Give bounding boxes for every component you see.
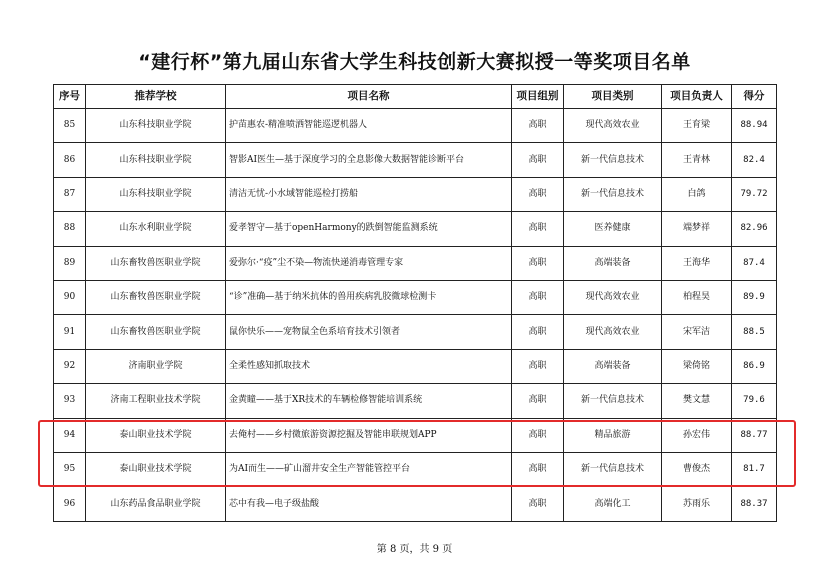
cell-score: 88.37 [732, 487, 777, 522]
column-header-score: 得分 [732, 85, 777, 109]
cell-group: 高职 [512, 349, 564, 383]
cell-no: 89 [54, 246, 86, 280]
cell-leader: 柏程昊 [662, 281, 732, 315]
cell-score: 79.6 [732, 384, 777, 418]
cell-project: 鼠你快乐——宠物鼠全色系培育技术引领者 [226, 315, 512, 349]
cell-school: 泰山职业技术学院 [86, 418, 226, 452]
page-footer: 第 8 页，共 9 页 [376, 544, 453, 555]
cell-school: 山东畜牧兽医职业学院 [86, 281, 226, 315]
cell-project: 护苗惠农-精准喷洒智能巡逻机器人 [226, 109, 512, 143]
cell-project: 去俺村——乡村微旅游资源挖掘及智能串联规划APP [226, 418, 512, 452]
cell-no: 96 [54, 487, 86, 522]
cell-project: 金黄瞳——基于XR技术的车辆检修智能培训系统 [226, 384, 512, 418]
cell-no: 91 [54, 315, 86, 349]
cell-school: 济南职业学院 [86, 349, 226, 383]
table-header-row [54, 85, 777, 109]
column-header-school: 推荐学校 [86, 85, 226, 109]
cell-group: 高职 [512, 453, 564, 487]
cell-school: 山东药品食品职业学院 [86, 487, 226, 522]
cell-category: 高端化工 [564, 487, 662, 522]
table-row [54, 418, 777, 452]
cell-category: 高端装备 [564, 246, 662, 280]
cell-group: 高职 [512, 246, 564, 280]
cell-project: 爱孝智守—基于openHarmony的跌倒智能监测系统 [226, 212, 512, 246]
cell-school: 山东科技职业学院 [86, 109, 226, 143]
cell-no: 95 [54, 453, 86, 487]
cell-score: 87.4 [732, 246, 777, 280]
cell-category: 现代高效农业 [564, 109, 662, 143]
cell-leader: 王海华 [662, 246, 732, 280]
table-row [54, 212, 777, 246]
cell-school: 山东科技职业学院 [86, 177, 226, 211]
cell-no: 88 [54, 212, 86, 246]
cell-project: “诊”准确—基于纳米抗体的兽用疾病乳胶微球检测卡 [226, 281, 512, 315]
table-row [54, 349, 777, 383]
cell-school: 山东畜牧兽医职业学院 [86, 315, 226, 349]
cell-project: 智影AI医生—基于深度学习的全息影像大数据智能诊断平台 [226, 143, 512, 177]
table-row [54, 177, 777, 211]
cell-group: 高职 [512, 109, 564, 143]
cell-no: 85 [54, 109, 86, 143]
cell-category: 新一代信息技术 [564, 453, 662, 487]
column-header-leader: 项目负责人 [662, 85, 732, 109]
cell-category: 精品旅游 [564, 418, 662, 452]
cell-group: 高职 [512, 177, 564, 211]
cell-school: 山东水利职业学院 [86, 212, 226, 246]
cell-category: 高端装备 [564, 349, 662, 383]
cell-no: 92 [54, 349, 86, 383]
cell-school: 山东科技职业学院 [86, 143, 226, 177]
table-row [54, 384, 777, 418]
cell-school: 济南工程职业技术学院 [86, 384, 226, 418]
table-row [54, 246, 777, 280]
column-header-project: 项目名称 [226, 85, 512, 109]
cell-group: 高职 [512, 487, 564, 522]
cell-project: 全柔性感知抓取技术 [226, 349, 512, 383]
cell-leader: 王青林 [662, 143, 732, 177]
cell-score: 82.4 [732, 143, 777, 177]
cell-group: 高职 [512, 281, 564, 315]
table-row [54, 109, 777, 143]
cell-project: 爱弥尔·“疫”尘不染—物流快递消毒管理专家 [226, 246, 512, 280]
cell-leader: 曹俊杰 [662, 453, 732, 487]
table-row [54, 315, 777, 349]
table-row [54, 453, 777, 487]
cell-category: 新一代信息技术 [564, 384, 662, 418]
cell-score: 86.9 [732, 349, 777, 383]
cell-category: 新一代信息技术 [564, 177, 662, 211]
cell-leader: 梁倚铭 [662, 349, 732, 383]
cell-group: 高职 [512, 143, 564, 177]
cell-score: 89.9 [732, 281, 777, 315]
cell-score: 88.77 [732, 418, 777, 452]
cell-leader: 苏雨乐 [662, 487, 732, 522]
cell-leader: 端梦祥 [662, 212, 732, 246]
cell-category: 医养健康 [564, 212, 662, 246]
table-row [54, 143, 777, 177]
cell-no: 86 [54, 143, 86, 177]
cell-school: 山东畜牧兽医职业学院 [86, 246, 226, 280]
column-header-no: 序号 [54, 85, 86, 109]
cell-leader: 白鸽 [662, 177, 732, 211]
cell-leader: 樊文慧 [662, 384, 732, 418]
column-header-category: 项目类别 [564, 85, 662, 109]
cell-score: 79.72 [732, 177, 777, 211]
cell-group: 高职 [512, 418, 564, 452]
cell-no: 93 [54, 384, 86, 418]
cell-score: 81.7 [732, 453, 777, 487]
table-row [54, 487, 777, 522]
cell-leader: 王育梁 [662, 109, 732, 143]
cell-project: 芯中有我—电子级盐酸 [226, 487, 512, 522]
cell-group: 高职 [512, 212, 564, 246]
cell-leader: 孙宏伟 [662, 418, 732, 452]
cell-score: 88.94 [732, 109, 777, 143]
cell-project: 清洁无忧-小水域智能巡检打捞船 [226, 177, 512, 211]
cell-group: 高职 [512, 315, 564, 349]
cell-leader: 宋军洁 [662, 315, 732, 349]
award-table [53, 84, 777, 522]
cell-category: 现代高效农业 [564, 315, 662, 349]
cell-score: 82.96 [732, 212, 777, 246]
cell-school: 泰山职业技术学院 [86, 453, 226, 487]
cell-score: 88.5 [732, 315, 777, 349]
cell-no: 87 [54, 177, 86, 211]
table-row [54, 281, 777, 315]
page-title: “建行杯”第九届山东省大学生科技创新大赛拟授一等奖项目名单 [138, 51, 691, 73]
cell-group: 高职 [512, 384, 564, 418]
cell-category: 现代高效农业 [564, 281, 662, 315]
cell-project: 为AI而生——矿山溜井安全生产智能管控平台 [226, 453, 512, 487]
column-header-group: 项目组别 [512, 85, 564, 109]
cell-no: 94 [54, 418, 86, 452]
cell-category: 新一代信息技术 [564, 143, 662, 177]
cell-no: 90 [54, 281, 86, 315]
